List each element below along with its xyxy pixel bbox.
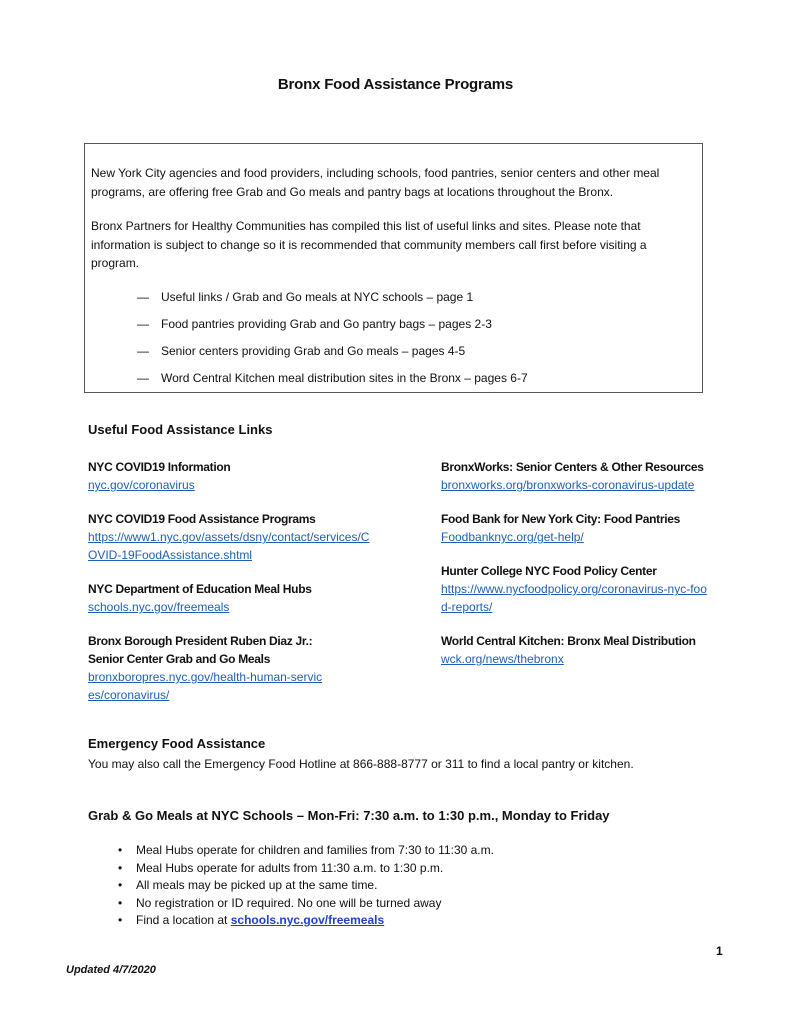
dash-icon: — (137, 290, 149, 304)
contents-item (137, 317, 528, 344)
emergency-heading: Emergency Food Assistance (88, 736, 266, 751)
bullet-icon: • (118, 913, 123, 927)
link-name: BronxWorks: Senior Centers & Other Resources (441, 460, 704, 474)
contents-item (137, 290, 528, 317)
list-item (118, 877, 494, 895)
bullet-icon: • (118, 895, 123, 910)
links-column-left (88, 458, 388, 704)
contents-item (137, 344, 528, 371)
list-item-text: Meal Hubs operate for children and families from 7:30 to 11:30 a.m. (136, 843, 494, 857)
link-url[interactable]: https://www.nycfoodpolicy.org/coronavirus-nyc-food-reports/ (441, 582, 707, 614)
link-name: World Central Kitchen: Bronx Meal Distribution (441, 634, 696, 648)
bullet-icon: • (118, 878, 123, 892)
link-entry (88, 580, 388, 632)
link-entry (441, 458, 741, 510)
link-name: Hunter College NYC Food Policy Center (441, 564, 657, 578)
link-name: Food Bank for New York City: Food Pantries (441, 512, 680, 526)
contents-item-label: Word Central Kitchen meal distribution sites in the Bronx – pages 6-7 (161, 371, 528, 385)
link-entry (441, 562, 741, 632)
dash-icon: — (137, 344, 149, 358)
list-item-text: Meal Hubs operate for adults from 11:30 a.m. to 1:30 p.m. (136, 860, 444, 875)
useful-links-heading: Useful Food Assistance Links (88, 422, 273, 437)
page-number: 1 (716, 944, 723, 958)
list-item (118, 860, 494, 878)
list-item-text: No registration or ID required. No one will be turned away (136, 895, 442, 910)
link-entry (441, 632, 741, 668)
list-item (118, 842, 494, 860)
contents-item-label: Useful links / Grab and Go meals at NYC schools – page 1 (161, 290, 474, 304)
list-item-text: Find a location at (136, 913, 231, 927)
bullet-icon: • (118, 860, 123, 875)
document-title: Bronx Food Assistance Programs (277, 76, 514, 93)
dash-icon: — (137, 371, 149, 385)
intro-paragraph: Bronx Partners for Healthy Communities has compiled this list of useful links and sites. Please note that information is subject to change so it is recommended that community members call first before visiting a program. (91, 219, 647, 270)
link-name: NYC COVID19 Food Assistance Programs (88, 512, 316, 526)
list-item (118, 912, 494, 930)
updated-date: Updated 4/7/2020 (66, 964, 156, 976)
link-name: NYC COVID19 Information (88, 460, 231, 474)
contents-item (137, 371, 528, 398)
link-entry (88, 632, 388, 704)
link-url[interactable]: https://www1.nyc.gov/assets/dsny/contact/services/COVID-19FoodAssistance.shtml (88, 530, 370, 562)
contents-list (137, 290, 528, 398)
grab-and-go-list (118, 842, 494, 930)
link-url[interactable]: nyc.gov/coronavirus (88, 478, 195, 492)
link-entry (441, 510, 741, 562)
link-entry (88, 458, 388, 510)
intro-box (84, 143, 703, 393)
link-url[interactable]: Foodbanknyc.org/get-help/ (441, 530, 584, 544)
link-name: Bronx Borough President Ruben Diaz Jr.: Senior Center Grab and Go Meals (88, 634, 313, 666)
links-column-right (441, 458, 741, 668)
contents-item-label: Food pantries providing Grab and Go pantry bags – pages 2-3 (161, 317, 492, 331)
link-name: NYC Department of Education Meal Hubs (88, 582, 312, 596)
list-item-text: All meals may be picked up at the same time. (136, 878, 378, 892)
link-url[interactable]: bronxworks.org/bronxworks-coronavirus-update (441, 478, 695, 492)
link-entry (88, 510, 388, 580)
link-url[interactable]: wck.org/news/thebronx (441, 652, 564, 666)
dash-icon: — (137, 317, 149, 331)
grab-and-go-heading: Grab & Go Meals at NYC Schools – Mon-Fri: 7:30 a.m. to 1:30 p.m., Monday to Friday (88, 808, 610, 823)
intro-paragraph: New York City agencies and food providers, including schools, food pantries, senior centers and other meal programs, are offering free Grab and Go meals and pantry bags at locations throughout the Bronx. (91, 166, 660, 199)
link-url[interactable]: bronxboropres.nyc.gov/health-human-services/coronavirus/ (88, 670, 323, 702)
contents-item-label: Senior centers providing Grab and Go meals – pages 4-5 (161, 344, 466, 358)
freemeals-link[interactable]: schools.nyc.gov/freemeals (230, 913, 385, 927)
emergency-text: You may also call the Emergency Food Hotline at 866-888-8777 or 311 to find a local pantry or kitchen. (88, 757, 634, 771)
bullet-icon: • (118, 843, 123, 857)
link-url[interactable]: schools.nyc.gov/freemeals (88, 600, 230, 614)
list-item (118, 895, 494, 913)
